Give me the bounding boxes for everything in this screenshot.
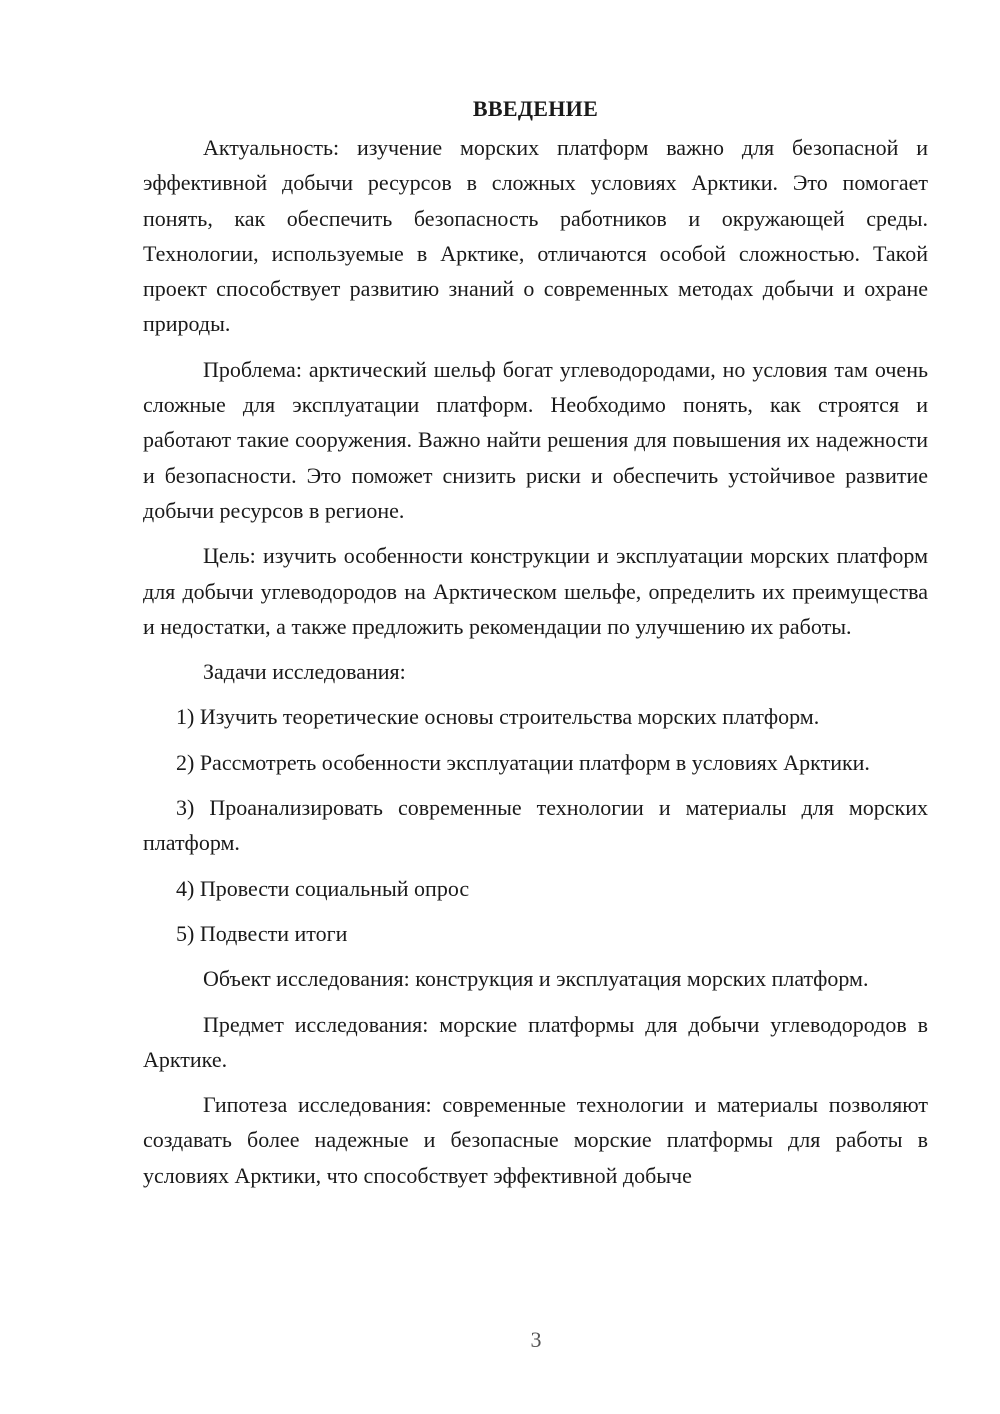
page-number: 3 (530, 1327, 542, 1352)
document-page (143, 94, 928, 1203)
task-item-1: 1) Изучить теоретические основы строительства морских платформ. (176, 704, 820, 730)
paragraph-hypothesis: Гипотеза исследования: современные технологии и материалы позволяют создавать более надежные и безопасные морские платформы для работы в условиях Арктики, что способствует эффективной добыче (143, 1092, 928, 1188)
paragraph-goal: Цель: изучить особенности конструкции и эксплуатации морских платформ для добычи углеводородов на Арктическом шельфе, определить их преимущества и недостатки, а также предложить рекомендации по улучшению их работы. (143, 543, 928, 639)
task-item-3: 3) Проанализировать современные технологии и материалы для морских платформ. (143, 795, 928, 856)
section-title: ВВЕДЕНИЕ (472, 96, 599, 121)
paragraph-subject: Предмет исследования: морские платформы для добычи углеводородов в Арктике. (143, 1011, 928, 1072)
task-item-5: 5) Подвести итоги (176, 920, 348, 946)
paragraph-problem: Проблема: арктический шельф богат углеводородами, но условия там очень сложные для эксплуатации платформ. Необходимо понять, как строятся и работают такие сооружения. Важно найти решения для повышения их надежности и безопасности. Это поможет снизить риски и обеспечить устойчивое развитие добычи ресурсов в регионе. (143, 356, 928, 523)
paragraph-relevance: Актуальность: изучение морских платформ важно для безопасной и эффективной добычи ресурсов в сложных условиях Арктики. Это помогает понять, как обеспечить безопасность работников и окружающей среды. Технологии, используемые в Арктике, отличаются особой сложностью. Такой проект способствует развитию знаний о современных методах добычи и охране природы. (143, 135, 928, 337)
paragraph-object: Объект исследования: конструкция и эксплуатация морских платформ. (203, 966, 869, 992)
task-item-4: 4) Провести социальный опрос (176, 875, 470, 901)
tasks-heading: Задачи исследования: (203, 659, 406, 685)
task-item-2: 2) Рассмотреть особенности эксплуатации платформ в условиях Арктики. (176, 749, 870, 775)
